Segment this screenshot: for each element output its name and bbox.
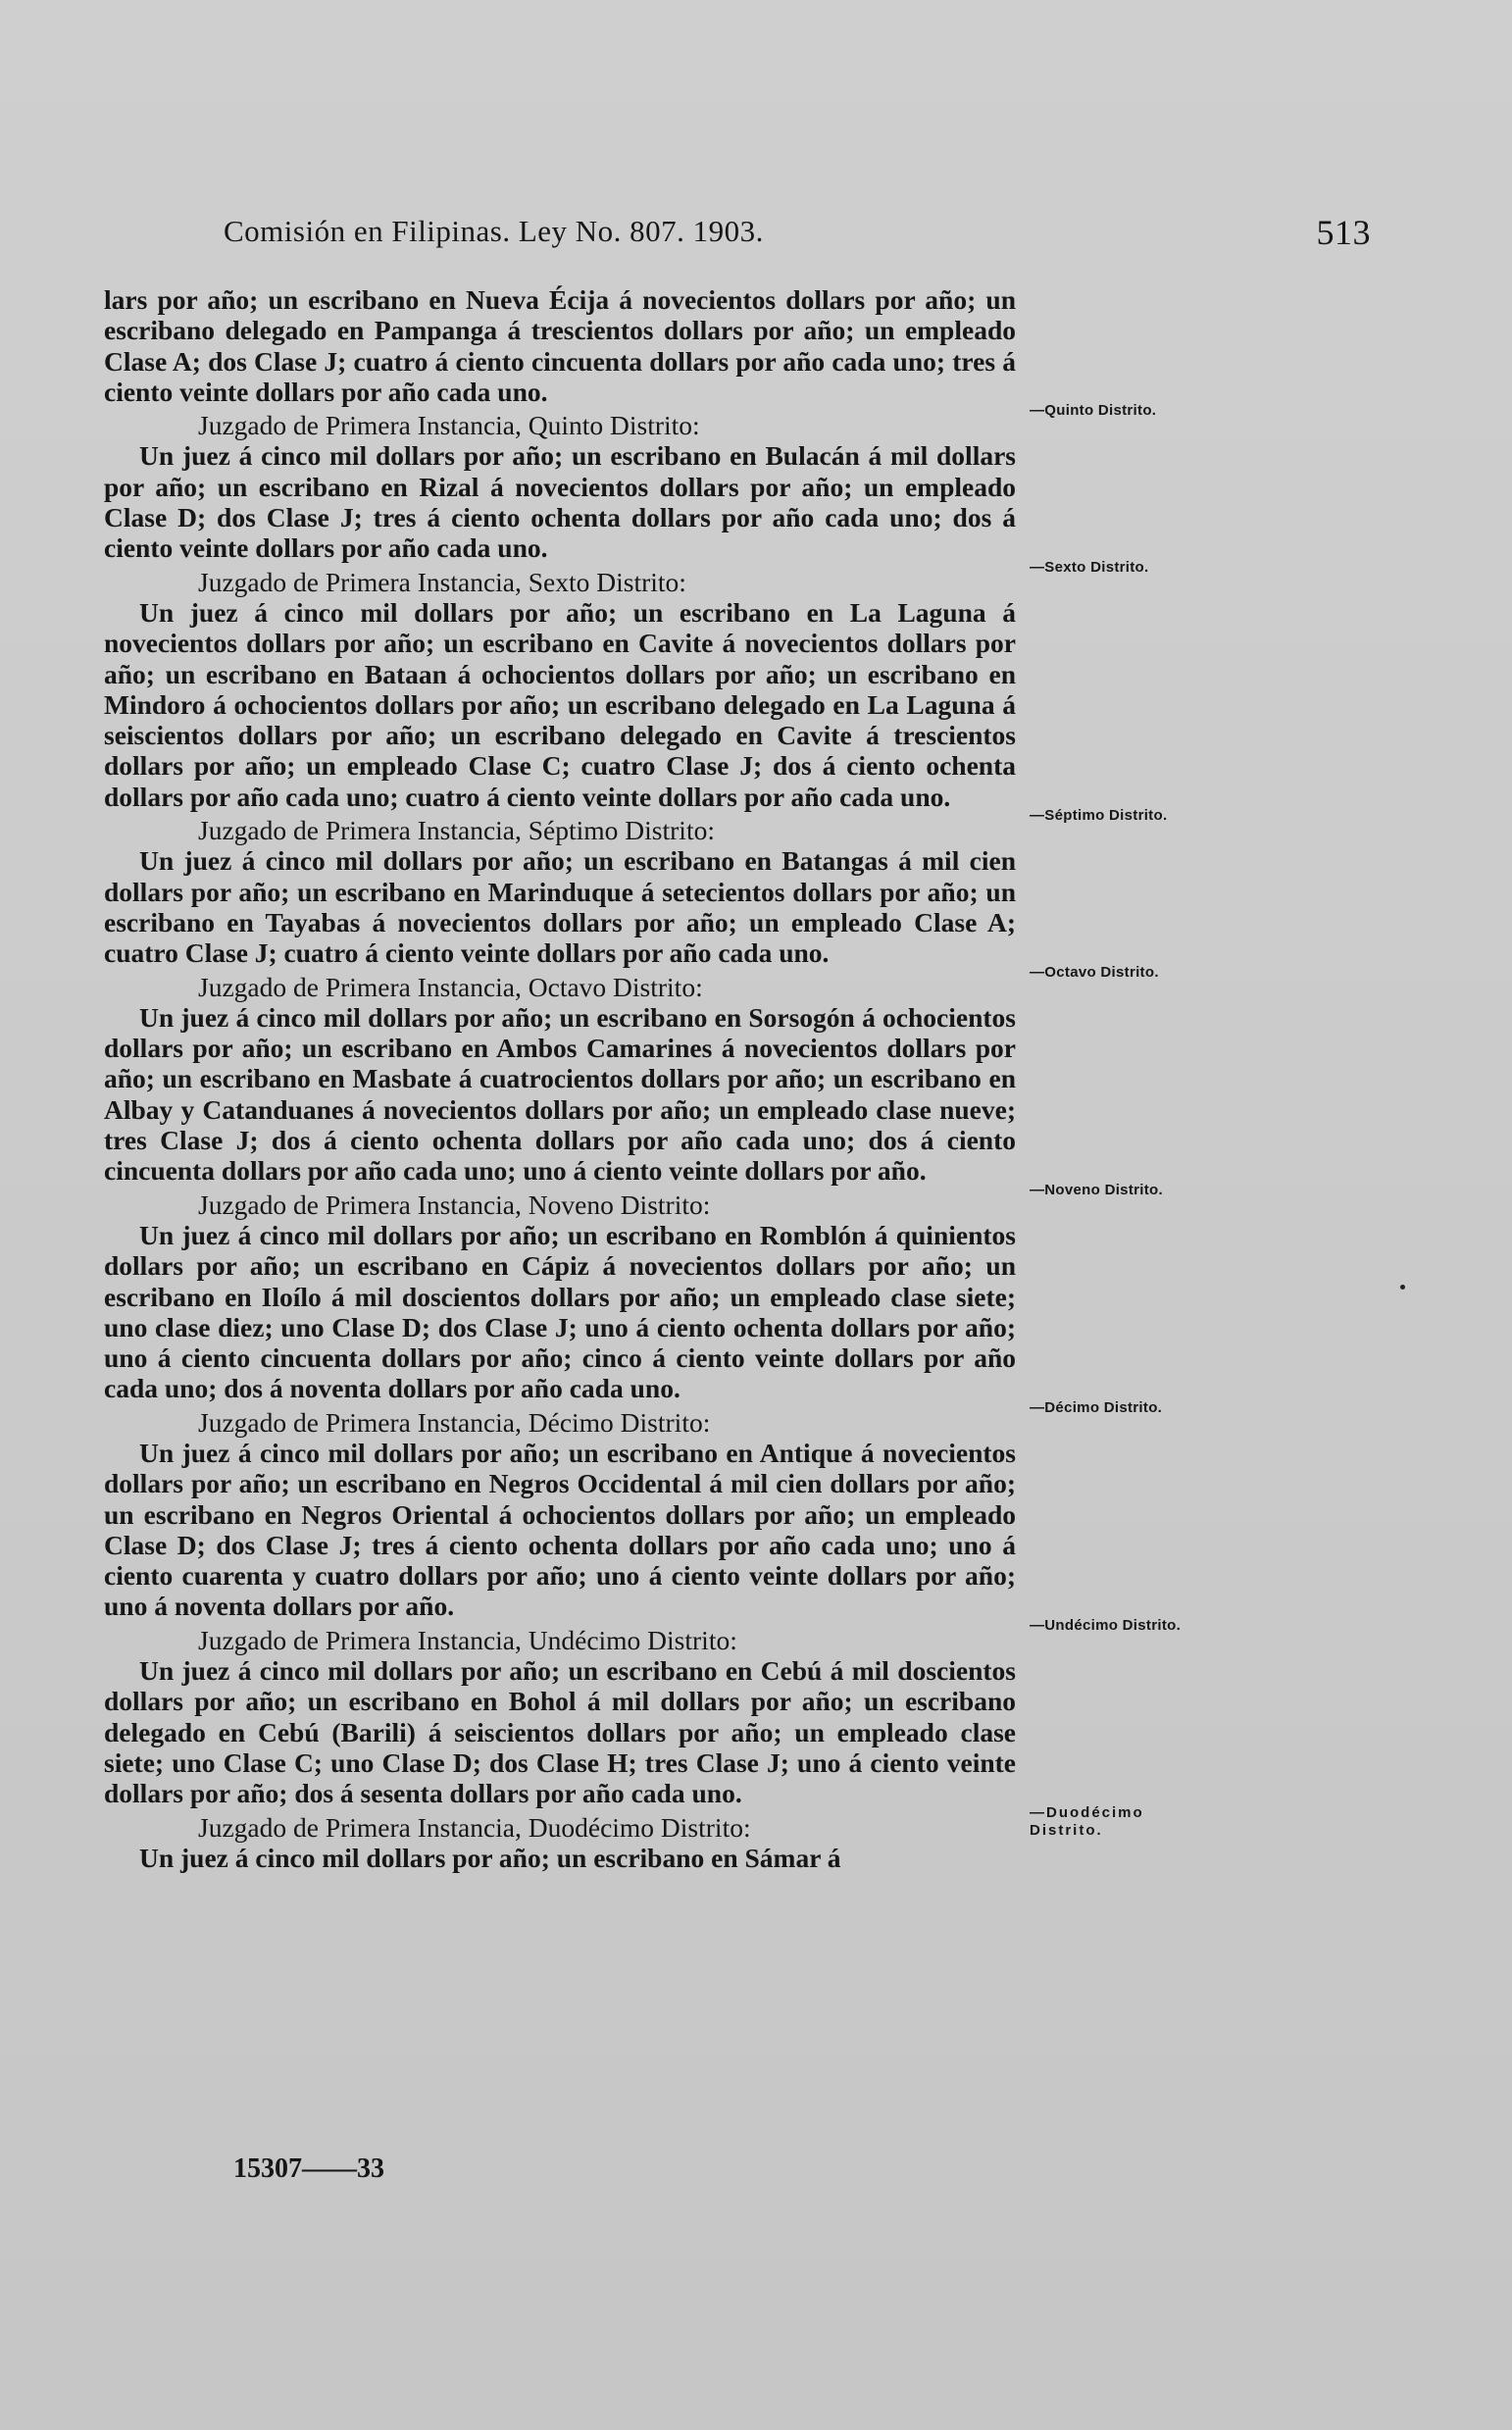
section-heading: Juzgado de Primera Instancia, Octavo Distrito: (198, 971, 703, 1002)
margin-note: —Duodécimo Distrito. (1030, 1804, 1144, 1839)
printer-signature: 15307——33 (233, 2153, 384, 2184)
paragraph: Un juez á cinco mil dollars por año; un escribano en Sorsogón á ochocientos dollars por año; un escribano en Ambos Camarines á novecientos dollars por año; un escribano en Masbate á cuatrocientos dollars por año; un escribano en Albay y Catanduanes á novecientos dollars por año; un empleado clase nueve; tres Clase J; dos á ciento ochenta dollars por año cada uno; dos á ciento cincuenta dollars por año cada uno; uno á ciento veinte dollars por año. (104, 1001, 1016, 1187)
section-heading: Juzgado de Primera Instancia, Sexto Distrito: (198, 566, 686, 597)
section-heading: Juzgado de Primera Instancia, Duodécimo Distrito: (198, 1811, 751, 1843)
margin-note: —Noveno Distrito. (1030, 1182, 1163, 1198)
section-heading: Juzgado de Primera Instancia, Décimo Distrito: (198, 1406, 711, 1438)
body-text (104, 284, 1016, 1873)
margin-note: —Décimo Distrito. (1030, 1399, 1163, 1416)
paragraph: Un juez á cinco mil dollars por año; un escribano en Cebú á mil doscientos dollars por año; un escribano en Bohol á mil dollars por año; un escribano delegado en Cebú (Barili) á seiscientos dollars por año; un empleado clase siete; uno Clase C; uno Clase D; dos Clase H; tres Clase J; uno á ciento veinte dollars por año; dos á sesenta dollars por año cada uno. (104, 1655, 1016, 1809)
section-heading: Juzgado de Primera Instancia, Séptimo Distrito: (198, 815, 715, 846)
header-title: Comisión en Filipinas. Ley No. 807. 1903. (224, 214, 764, 248)
print-speck (1400, 1285, 1405, 1290)
paragraph: Un juez á cinco mil dollars por año; un escribano en La Laguna á novecientos dollars por año; un escribano en Cavite á novecientos dollars por año; un escribano en Bataan á ochocientos dollars por año; un escribano en Mindoro á ochocientos dollars por año; un escribano delegado en La Laguna á seiscientos dollars por año; un escribano delegado en Cavite á trescientos dollars por año; un empleado Clase C; cuatro Clase J; dos á ciento ochenta dollars por año cada uno; cuatro á ciento veinte dollars por año cada uno. (104, 596, 1016, 812)
paragraph: Un juez á cinco mil dollars por año; un escribano en Romblón á quinientos dollars por año; un escribano en Cápiz á novecientos dollars por año; un escribano en Iloílo á mil doscientos dollars por año; un empleado clase siete; uno clase diez; uno Clase D; dos Clase J; uno á ciento ochenta dollars por año; uno á ciento cincuenta dollars por año; cinco á ciento veinte dollars por año cada uno; dos á noventa dollars por año cada uno. (104, 1219, 1016, 1404)
page-number: 513 (1316, 213, 1371, 252)
paragraph: Un juez á cinco mil dollars por año; un escribano en Sámar á (139, 1842, 841, 1873)
section-heading: Juzgado de Primera Instancia, Undécimo Distrito: (198, 1624, 737, 1655)
margin-note: —Undécimo Distrito. (1030, 1617, 1182, 1634)
margin-note: —Séptimo Distrito. (1030, 807, 1168, 824)
margin-note: —Quinto Distrito. (1030, 402, 1157, 419)
margin-note: —Octavo Distrito. (1030, 964, 1159, 981)
paragraph: Un juez á cinco mil dollars por año; un escribano en Bulacán á mil dollars por año; un escribano en Rizal á novecientos dollars por año; un empleado Clase D; dos Clase J; tres á ciento ochenta dollars por año cada uno; dos á ciento veinte dollars por año cada uno. (104, 440, 1016, 564)
margin-note: —Sexto Distrito. (1030, 559, 1149, 576)
section-heading: Juzgado de Primera Instancia, Noveno Distrito: (198, 1189, 711, 1220)
paragraph: lars por año; un escribano en Nueva Écija á novecientos dollars por año; un escribano delegado en Pampanga á trescientos dollars por año; un empleado Clase A; dos Clase J; cuatro á ciento cincuenta dollars por año cada uno; tres á ciento veinte dollars por año cada uno. (104, 284, 1016, 407)
paragraph: Un juez á cinco mil dollars por año; un escribano en Batangas á mil cien dollars por año; un escribano en Marinduque á setecientos dollars por año; un escribano en Tayabas á novecientos dollars por año; un empleado Clase A; cuatro Clase J; cuatro á ciento veinte dollars por año cada uno. (104, 845, 1016, 969)
paragraph: Un juez á cinco mil dollars por año; un escribano en Antique á novecientos dollars por año; un escribano en Negros Occidental á mil cien dollars por año; un escribano en Negros Oriental á ochocientos dollars por año; un empleado Clase D; dos Clase J; tres á ciento ochenta dollars por año cada uno; uno á ciento cuarenta y cuatro dollars por año; uno á ciento veinte dollars por año; uno á noventa dollars por año. (104, 1437, 1016, 1622)
section-heading: Juzgado de Primera Instancia, Quinto Distrito: (198, 410, 700, 441)
